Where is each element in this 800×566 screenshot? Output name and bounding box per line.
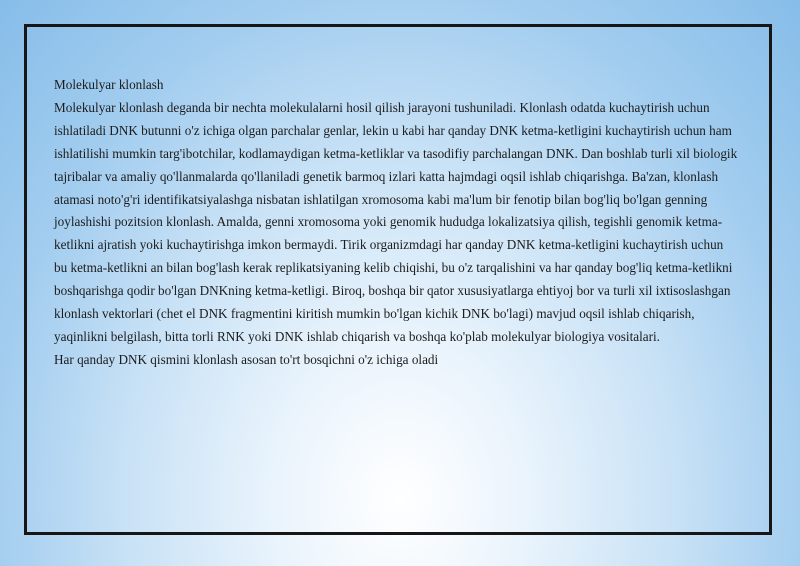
body-line: tajribalar va amaliy qo'llanmalarda qo'llaniladi genetik barmoq izlari katta hajmdagi oqsil ishlab chiqarishga. Ba'zan, klonlash [54, 168, 719, 184]
slide-content [54, 74, 754, 372]
body-line: ketlikni ajratish yoki kuchaytirishga imkon bermaydi. Tirik organizmdagi har qanday DNK ketma-ketligini kuchaytirish uchun [54, 237, 724, 253]
body-line: Molekulyar klonlash deganda bir nechta molekulalarni hosil qilish jarayoni tushuniladi. Klonlash odatda kuchaytirish uchun [54, 99, 710, 115]
body-line: boshqarishga qodir bo'lgan DNKning ketma-ketligi. Biroq, boshqa bir qator xususiyatlarga ehtiyoj bor va turli xil ixtisoslashgan [54, 283, 731, 299]
closing-line: Har qanday DNK qismini klonlash asosan to'rt bosqichni o'z ichiga oladi [54, 351, 439, 367]
body-line: ishlatiladi DNK butunni o'z ichiga olgan parchalar genlar, lekin u kabi har qanday DNK ketma-ketligini kuchaytirish uchun ham [54, 122, 732, 138]
body-line: klonlash vektorlari (chet el DNK fragmentini kiritish mumkin bo'lgan kichik DNK bo'lagi) mavjud oqsil ishlab chiqarish, [54, 306, 695, 322]
body-line: joylashishi pozitsion klonlash. Amalda, genni xromosoma yoki genomik hududga lokalizatsiya qilish, tegishli genomik ketma- [54, 214, 723, 230]
body-line: yaqinlikni belgilash, bitta torli RNK yoki DNK ishlab chiqarish va boshqa ko'plab molekulyar biologiya vositalari. [54, 328, 660, 344]
slide-heading: Molekulyar klonlash [54, 77, 164, 92]
body-line: atamasi noto'g'ri identifikatsiyalashga nisbatan ishlatilgan xromosoma kabi ma'lum bir fenotip bilan bog'liq bo'lgan genning [54, 191, 708, 207]
body-line: bu ketma-ketlikni an bilan bog'lash kerak replikatsiyaning kelib chiqishi, bu o'z tarqalishini va har qanday bog'liq ketma-ketlikni [54, 260, 733, 276]
body-line: ishlatilishi mumkin targ'ibotchilar, kodlamaydigan ketma-ketliklar va tasodifiy parchalangan DNK. Dan boshlab turli xil biologik [54, 145, 738, 161]
